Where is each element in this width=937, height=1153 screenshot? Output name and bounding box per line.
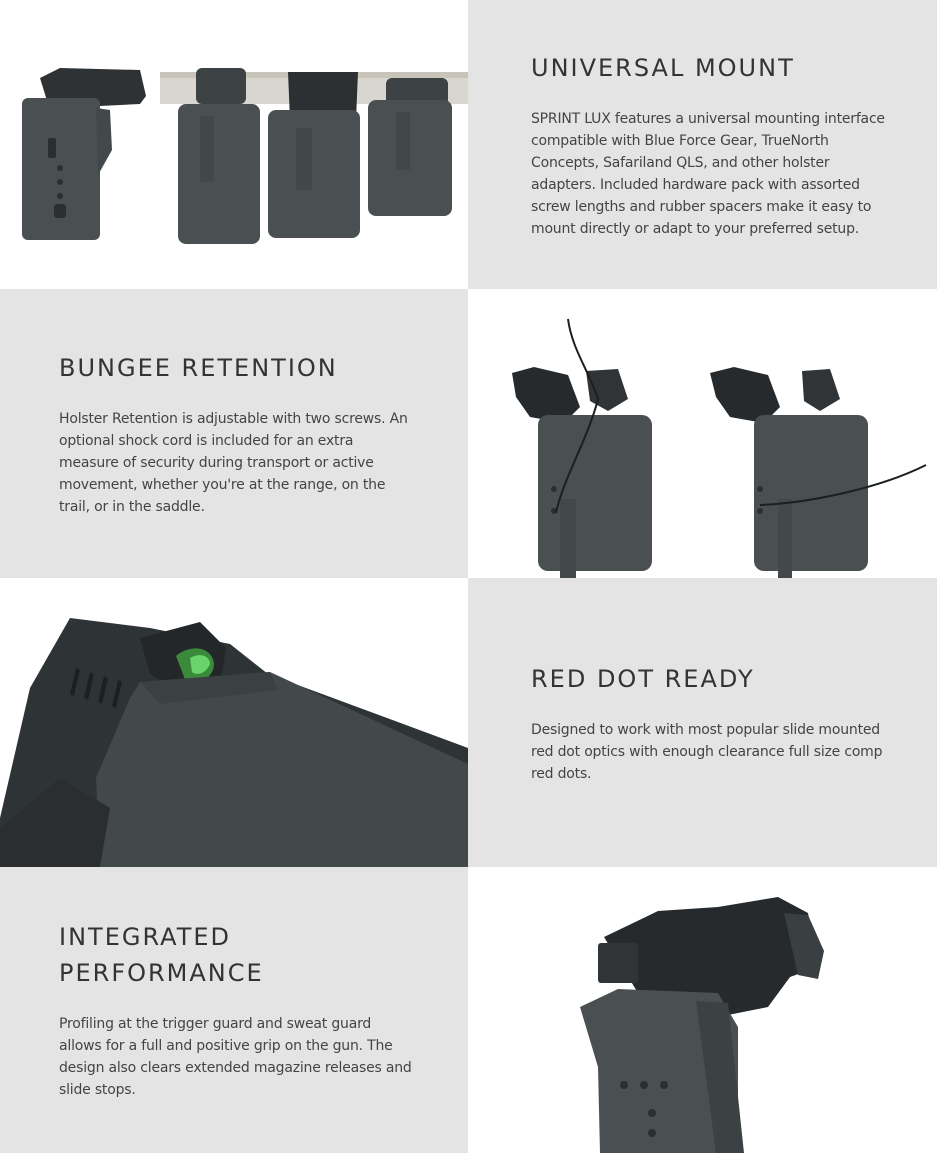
universal-mount-title: UNIVERSAL MOUNT <box>531 53 795 82</box>
red-dot-ready-photo <box>0 578 468 867</box>
bungee-retention-photo <box>468 289 937 578</box>
universal-mount-photo <box>0 0 468 289</box>
integrated-performance-description: Profiling at the trigger guard and sweat guard allows for a full and positive grip on the gun. The design also clears extended magazine releases and slide stops. <box>59 1016 412 1098</box>
integrated-performance-title: INTEGRATED PERFORMANCE <box>59 923 264 987</box>
feature-row-bungee-retention <box>0 289 937 578</box>
bungee-retention-title: BUNGEE RETENTION <box>59 353 338 382</box>
red-dot-ready-title: RED DOT READY <box>531 664 755 693</box>
feature-row-universal-mount <box>0 0 937 289</box>
red-dot-ready-description: Designed to work with most popular slide mounted red dot optics with enough clearance full size comp red dots. <box>531 721 883 782</box>
integrated-performance-photo <box>468 867 937 1153</box>
feature-row-integrated-performance <box>0 867 937 1153</box>
bungee-retention-description: Holster Retention is adjustable with two screws. An optional shock cord is included for an extra measure of security during transport or active movement, whether you're at the range, on the trail, or in the saddle. <box>59 410 408 515</box>
bungee-retention-panel <box>0 289 468 578</box>
integrated-performance-panel <box>0 867 468 1153</box>
red-dot-ready-panel <box>468 578 937 867</box>
feature-row-red-dot-ready <box>0 578 937 867</box>
universal-mount-panel <box>468 0 937 289</box>
universal-mount-description: SPRINT LUX features a universal mounting interface compatible with Blue Force Gear, TrueNorth Concepts, Safariland QLS, and other holster adapters. Included hardware pack with assorted screw lengths and rubber spacers make it easy to mount directly or adapt to your preferred setup. <box>531 110 885 237</box>
